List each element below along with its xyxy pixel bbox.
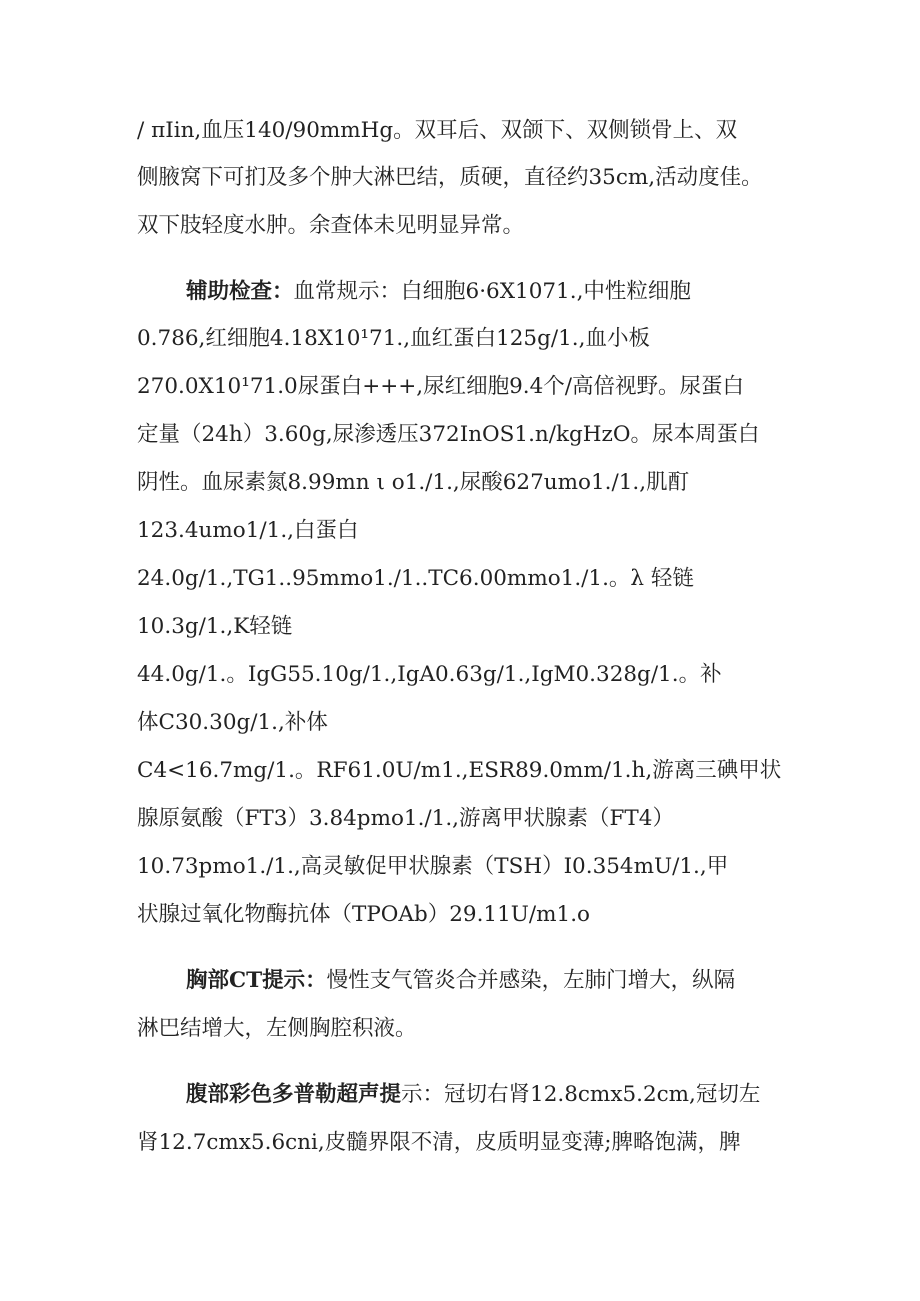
text-line: 淋巴结增大，左侧胸腔积液。	[137, 1016, 417, 1041]
chest-ct-first-line	[186, 966, 735, 996]
text-line: / πIin,血压140/90mmHg。双耳后、双颌下、双侧锁骨上、双	[137, 118, 738, 143]
aux-exam-heading: 辅助检查：	[186, 279, 294, 304]
text-line: 体C30.30g/1.,补体	[137, 710, 328, 735]
abdominal-us-first-line	[186, 1080, 760, 1110]
text-line: 双下肢轻度水肿。余查体未见明显异常。	[137, 213, 525, 238]
abdominal-us-heading: 腹部彩色多普勒超声提	[186, 1082, 402, 1107]
text-line: 270.0X10¹71.0尿蛋白+++,尿红细胞9.4个/高倍视野。尿蛋白	[137, 374, 745, 399]
text-line: 0.786,红细胞4.18X10¹71.,血红蛋白125g/1.,血小板	[137, 326, 650, 351]
text-line: 10.3g/1.,K轻链	[137, 614, 293, 639]
aux-exam-first-line	[186, 277, 691, 307]
text-line: 状腺过氧化物酶抗体（TPOAb）29.11U/m1.o	[137, 902, 590, 927]
text-line: 定量（24h）3.60g,尿渗透压372InOS1.n/kgHzO。尿本周蛋白	[137, 422, 760, 447]
text-line: 123.4umo1/1.,白蛋白	[137, 518, 359, 543]
text-line: C4<16.7mg/1.。RF61.0U/m1.,ESR89.0mm/1.h,游离三碘甲状	[137, 758, 782, 783]
text-line: 侧腋窝下可扪及多个肿大淋巴结，质硬，直径约35cm,活动度佳。	[137, 165, 763, 190]
text-line: 24.0g/1.,TG1..95mmo1./1..TC6.00mmo1./1.。λ 轻链	[137, 566, 694, 591]
text-line: 腺原氨酸（FT3）3.84pmo1./1.,游离甲状腺素（FT4）	[137, 806, 674, 831]
abdominal-us-text: 示：冠切右肾12.8cmx5.2cm,冠切左	[401, 1082, 761, 1107]
text-line: 44.0g/1.。IgG55.10g/1.,IgA0.63g/1.,IgM0.328g/1.。补	[137, 662, 722, 687]
text-line: 阴性。血尿素氮8.99mn ι o1./1.,尿酸627umo1./1.,肌酊	[137, 470, 690, 495]
chest-ct-heading: 胸部CT提示：	[186, 968, 327, 993]
aux-exam-text: 血常规示：白细胞6·6X1071.,中性粒细胞	[293, 279, 691, 304]
text-line: 10.73pmo1./1.,高灵敏促甲状腺素（TSH）I0.354mU/1.,甲	[137, 854, 729, 879]
chest-ct-text: 慢性支气管炎合并感染，左肺门增大，纵隔	[326, 968, 736, 993]
text-line: 肾12.7cmx5.6cni,皮髓界限不清，皮质明显变薄;脾略饱满，脾	[137, 1130, 741, 1155]
